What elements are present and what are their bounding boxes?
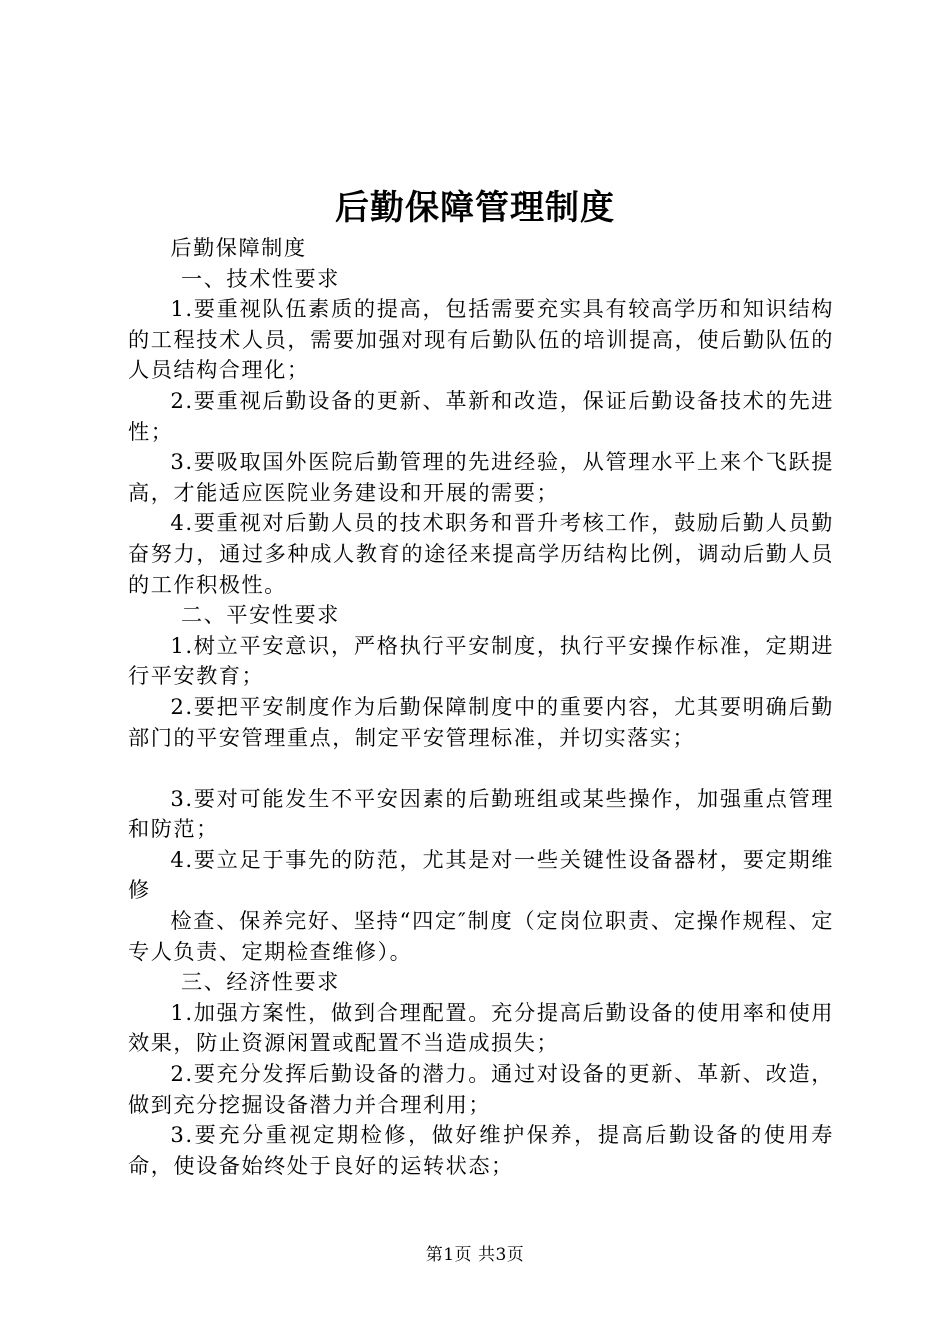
paragraph: 3.要对可能发生不平安因素的后勤班组或某些操作，加强重点管理和防范； <box>128 785 834 842</box>
section-heading-technical: 一、技术性要求 <box>181 265 340 291</box>
section-heading-economic: 三、经济性要求 <box>181 969 340 995</box>
paragraph: 1.要重视队伍素质的提高，包括需要充实具有较高学历和知识结构的工程技术人员，需要加强对现有后勤队伍的培训提高，使后勤队伍的人员结构合理化； <box>128 296 834 383</box>
paragraph-intro: 后勤保障制度 <box>170 235 307 260</box>
paragraph: 4.要重视对后勤人员的技术职务和晋升考核工作，鼓励后勤人员勤奋努力，通过多种成人教育的途径来提高学历结构比例，调动后勤人员的工作积极性。 <box>128 510 834 597</box>
paragraph: 3.要充分重视定期检修，做好维护保养，提高后勤设备的使用寿命，使设备始终处于良好的运转状态； <box>128 1122 834 1178</box>
paragraph: 2.要充分发挥后勤设备的潜力。通过对设备的更新、革新、改造，做到充分挖掘设备潜力并合理利用； <box>128 1061 834 1117</box>
document-title: 后勤保障管理制度 <box>335 188 615 228</box>
paragraph: 4.要立足于事先的防范，尤其是对一些关键性设备器材，要定期维修 <box>128 846 834 903</box>
paragraph: 1.加强方案性，做到合理配置。充分提高后勤设备的使用率和使用效果，防止资源闲置或配置不当造成损失； <box>128 999 834 1056</box>
paragraph: 1.树立平安意识，严格执行平安制度，执行平安操作标准，定期进行平安教育； <box>128 632 834 689</box>
paragraph: 2.要把平安制度作为后勤保障制度中的重要内容，尤其要明确后勤部门的平安管理重点，制定平安管理标准，并切实落实； <box>128 693 834 750</box>
section-heading-safety: 二、平安性要求 <box>181 602 340 628</box>
paragraph: 2.要重视后勤设备的更新、革新和改造，保证后勤设备技术的先进性； <box>128 387 834 444</box>
page-footer: 第1页 共3页 <box>425 1245 525 1265</box>
paragraph: 3.要吸取国外医院后勤管理的先进经验，从管理水平上来个飞跃提高，才能适应医院业务建设和开展的需要； <box>128 449 834 505</box>
paragraph: 检查、保养完好、坚持“四定″制度（定岗位职责、定操作规程、定专人负责、定期检查维修）。 <box>128 908 834 964</box>
document-body <box>128 233 834 1181</box>
